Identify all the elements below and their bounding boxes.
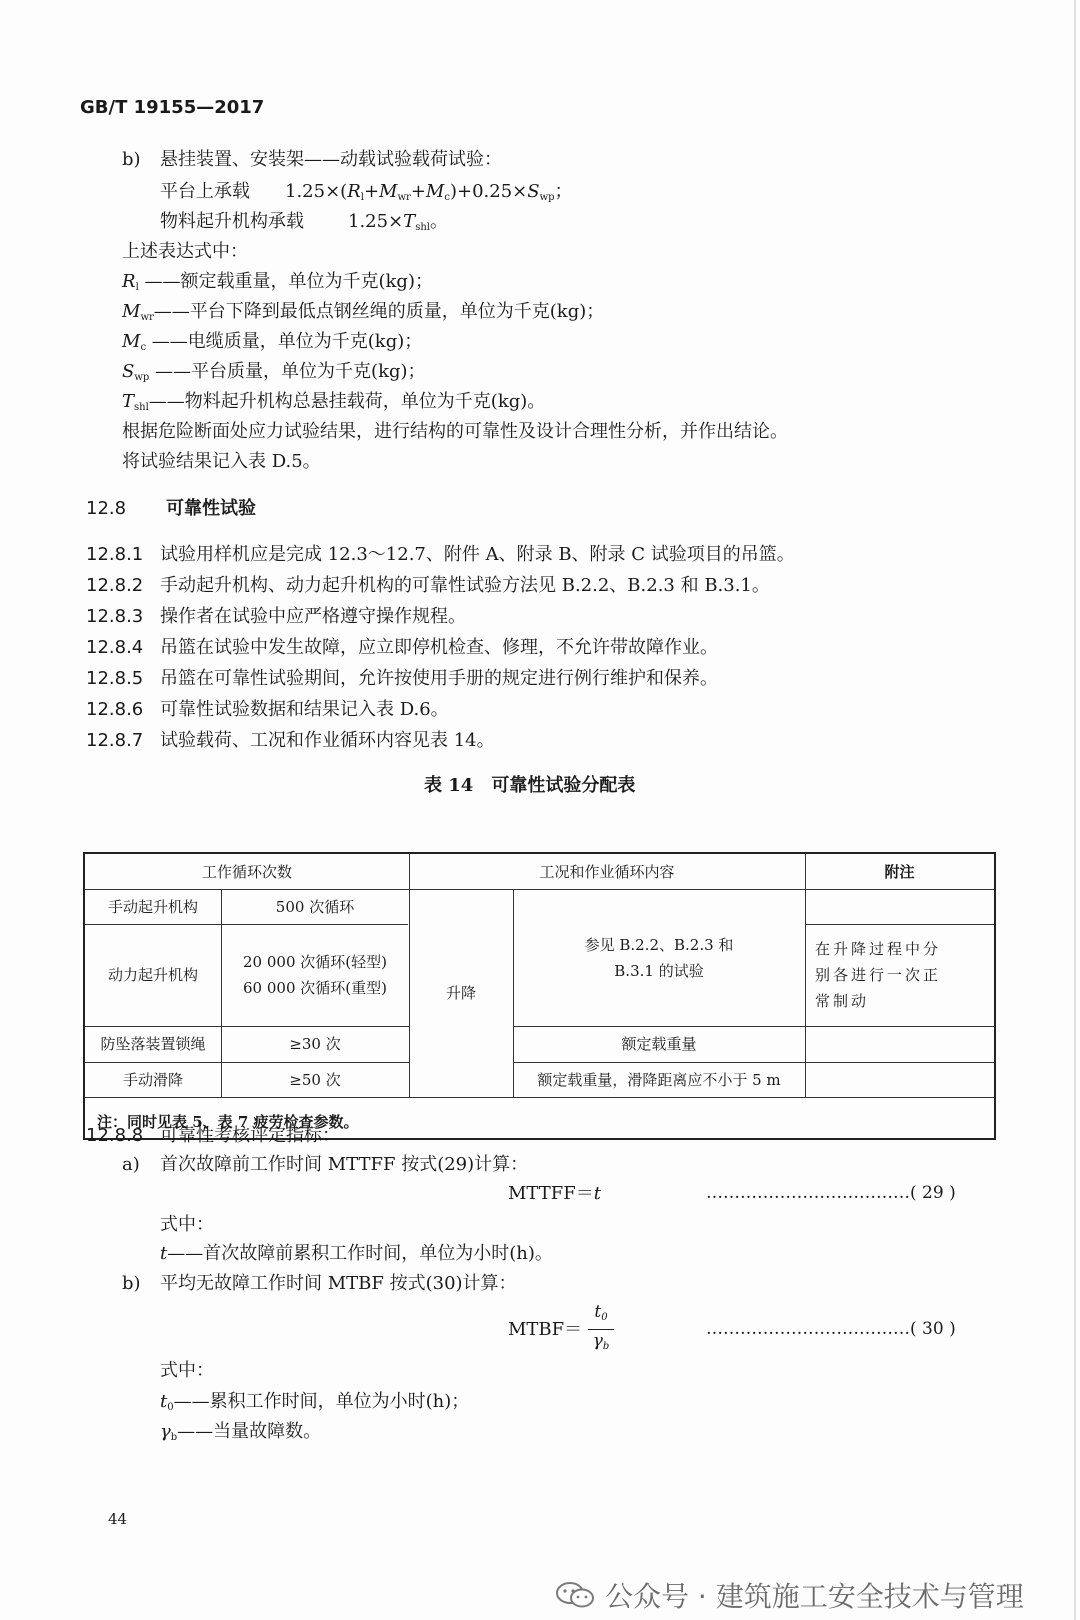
row-antifall-content: 额定载重量 <box>621 1035 697 1053</box>
equation-29-lhs: MTTFF＝ <box>508 1183 594 1204</box>
test-reference-line: B.3.1 的试验 <box>614 961 704 980</box>
item-text: 吊篮在试验中发生故障，应立即停机检查、修理，不允许带故障作业。 <box>160 637 718 658</box>
reliability-table <box>83 852 996 1140</box>
item-number: 12.8.5 <box>86 668 144 689</box>
item-text: 试验载荷、工况和作业循环内容见表 14。 <box>160 730 495 751</box>
item-text: 试验用样机应是完成 12.3～12.7、附件 A、附录 B、附录 C 试验项目的吊篮。 <box>160 544 795 565</box>
equation-30-fraction <box>586 1302 616 1357</box>
item-number: 12.8.2 <box>86 575 144 596</box>
equation-29-number: ………………………………( 29 ) <box>706 1183 956 1203</box>
item-number: 12.8.6 <box>86 699 144 720</box>
row-antifall-cycles: ≥30 次 <box>289 1035 341 1053</box>
def-R1: $R_l$ ——额定载重量，单位为千克(kg)； <box>122 271 433 293</box>
def-Mwr: $M_{wr}——$平台下降到最低点钢丝绳的质量，单位为千克(kg)； <box>122 301 605 323</box>
lift-cell: 升降 <box>445 984 476 1002</box>
header-content: 工况和作业循环内容 <box>539 862 675 881</box>
eval-b-text: 平均无故障工作时间 MTBF 按式(30)计算： <box>160 1273 517 1294</box>
eval-number: 12.8.8 <box>86 1125 144 1146</box>
where-label: 式中： <box>160 1214 214 1235</box>
item-number: 12.8.4 <box>86 637 144 658</box>
wechat-icon <box>555 1580 595 1610</box>
page-edge <box>1074 0 1076 1620</box>
item-b-label: b) <box>122 149 141 170</box>
braking-note-cell <box>805 924 994 1026</box>
row-manual-cycles: 500 次循环 <box>275 897 355 916</box>
table-caption: 表 14 可靠性试验分配表 <box>424 775 636 796</box>
row-power-name: 动力起升机构 <box>107 966 198 984</box>
table-footnote: 注：同时见表 5、表 7 疲劳检查参数。 <box>97 1113 359 1131</box>
def-Tshl: $T_{shl}——$物料起升机构总悬挂载荷，单位为千克(kg)。 <box>122 391 546 413</box>
platform-load-formula: $1.25\times(R_l+M_{wr}+M_c)+0.25\times S_{wp}$； <box>285 181 573 203</box>
eval-b-label: b) <box>122 1273 141 1294</box>
brand-text: 公众号 · 建筑施工安全技术与管理 <box>605 1580 1024 1613</box>
note-line: 常制动 <box>815 992 870 1010</box>
item-number: 12.8.3 <box>86 606 144 627</box>
equation-29-var: t <box>593 1183 601 1204</box>
note-line: 在升降过程中分 <box>815 940 942 958</box>
test-reference-line: 参见 B.2.2、B.2.3 和 <box>584 935 734 954</box>
row-slide-content: 额定载重量，滑降距离应不小于 5 m <box>537 1070 781 1089</box>
standard-number: GB/T 19155—2017 <box>80 97 265 118</box>
section-title: 可靠性试验 <box>166 498 256 519</box>
page-number: 44 <box>108 1510 128 1528</box>
eval-a-label: a) <box>122 1154 140 1175</box>
row-power-cycles <box>221 924 409 1026</box>
equation-30-number: ………………………………( 30 ) <box>706 1319 956 1339</box>
item-text: 吊篮在可靠性试验期间，允许按使用手册的规定进行例行维护和保养。 <box>160 668 718 689</box>
item-b-text: 悬挂装置、安装架——动载试验载荷试验： <box>160 149 502 170</box>
hoist-load-formula: $1.25\times T_{shl}$。 <box>348 211 448 233</box>
note-line: 别各进行一次正 <box>815 966 942 984</box>
item-text: 可靠性试验数据和结果记入表 D.6。 <box>160 699 449 720</box>
fraction-denominator: $\gamma_b$ <box>592 1331 610 1352</box>
section-number: 12.8 <box>86 498 127 519</box>
wechat-brand-watermark <box>555 1575 1024 1615</box>
item-number: 12.8.7 <box>86 730 144 751</box>
row-slide-cycles: ≥50 次 <box>289 1070 341 1089</box>
fraction-numerator: $t_0$ <box>594 1302 608 1323</box>
eval-title: 可靠性考核评定指标： <box>160 1125 340 1146</box>
platform-load-label: 平台上承载 <box>160 181 250 202</box>
where-label: 式中： <box>160 1360 214 1381</box>
conclusion-text: 根据危险断面处应力试验结果，进行结构的可靠性及设计合理性分析，并作出结论。 <box>122 421 788 442</box>
def-Swp: $S_{wp}$ ——平台质量，单位为千克(kg)； <box>122 361 426 383</box>
eval-a-text: 首次故障前工作时间 MTTFF 按式(29)计算： <box>160 1154 529 1175</box>
equation-30-lhs: MTBF＝ <box>508 1319 583 1340</box>
def-t0: $t_0——$累积工作时间，单位为小时(h)； <box>160 1391 470 1413</box>
def-t: t——首次故障前累积工作时间，单位为小时(h)。 <box>160 1243 553 1264</box>
table-rule <box>85 1097 994 1098</box>
item-number: 12.8.1 <box>86 544 144 565</box>
item-text: 操作者在试验中应严格遵守操作规程。 <box>160 606 466 627</box>
power-light-cycles: 20 000 次循环(轻型) <box>243 953 387 971</box>
header-note: 附注 <box>884 862 915 881</box>
equation-29 <box>508 1182 601 1206</box>
hoist-load-label: 物料起升机构承载 <box>160 211 304 232</box>
fraction-bar <box>588 1329 614 1330</box>
power-heavy-cycles: 60 000 次循环(重型) <box>243 979 387 997</box>
row-antifall-name: 防坠落装置锁绳 <box>100 1035 206 1053</box>
header-cycles: 工作循环次数 <box>201 862 292 881</box>
record-text: 将试验结果记入表 D.5。 <box>122 451 321 472</box>
def-Mc: $M_c$ ——电缆质量，单位为千克(kg)； <box>122 331 423 353</box>
test-reference-cell <box>513 889 805 1026</box>
row-slide-name: 手动滑降 <box>122 1070 183 1089</box>
def-gamma-b: $\gamma_b——$当量故障数。 <box>160 1421 322 1443</box>
item-text: 手动起升机构、动力起升机构的可靠性试验方法见 B.2.2、B.2.3 和 B.3.1。 <box>160 575 770 596</box>
row-manual-name: 手动起升机构 <box>107 897 198 916</box>
where-label: 上述表达式中： <box>122 241 248 262</box>
